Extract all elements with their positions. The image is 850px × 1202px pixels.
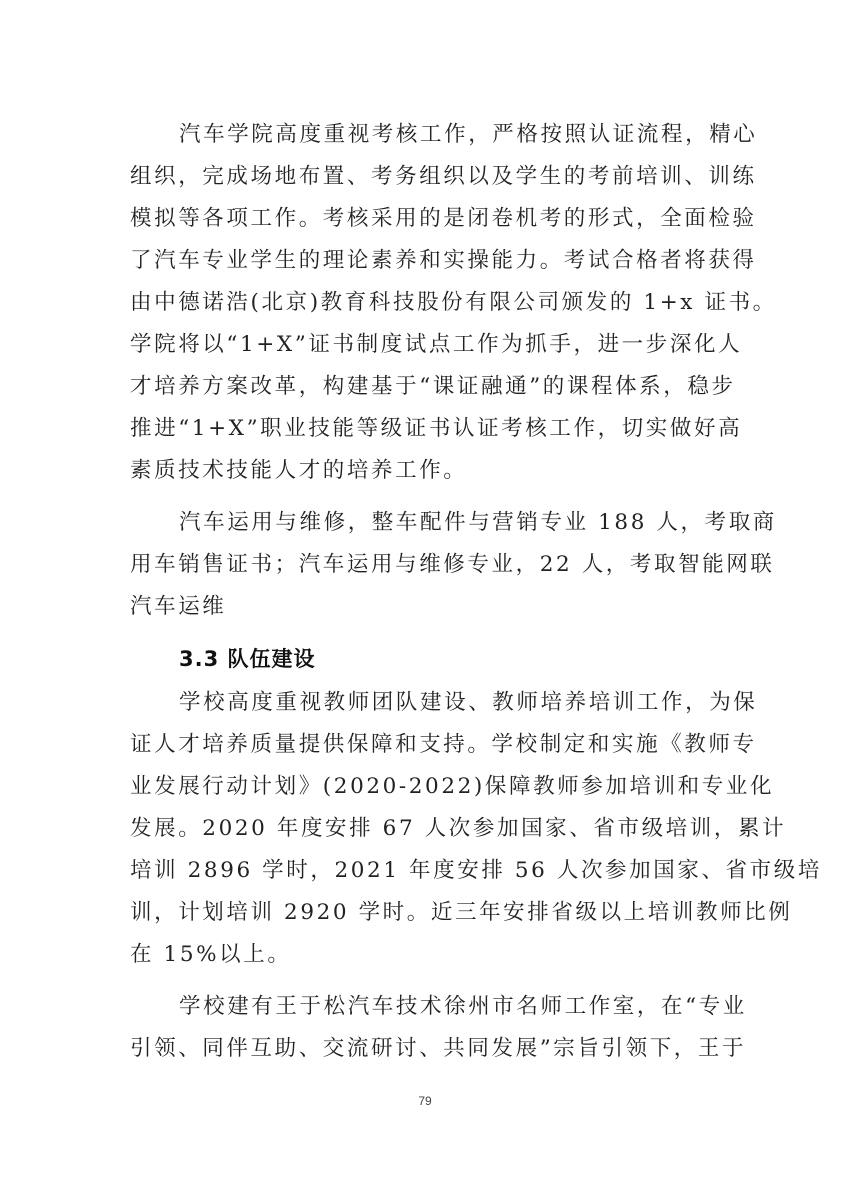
paragraph-line: 业发展行动计划》(2020-2022)保障教师参加培训和专业化 <box>130 774 775 799</box>
paragraph-line: 发展。2020 年度安排 67 人次参加国家、省市级培训，累计 <box>130 816 787 841</box>
paragraph-line: 才培养方案改革，构建基于“课证融通”的课程体系，稳步 <box>130 374 736 399</box>
paragraph-line: 模拟等各项工作。考核采用的是闭卷机考的形式，全面检验 <box>130 206 757 231</box>
paragraph-line: 用车销售证书；汽车运用与维修专业，22 人，考取智能网联 <box>130 552 775 577</box>
paragraph-line: 引领、同伴互助、交流研讨、共同发展”宗旨引领下，王于 <box>130 1036 747 1061</box>
paragraph-line: 学校高度重视教师团队建设、教师培养培训工作，为保 <box>179 690 758 715</box>
paragraph-line: 学院将以“1+X”证书制度试点工作为抓手，进一步深化人 <box>130 332 743 357</box>
paragraph-line: 汽车学院高度重视考核工作，严格按照认证流程，精心 <box>179 122 758 147</box>
paragraph-line: 训，计划培训 2920 学时。近三年安排省级以上培训教师比例 <box>130 900 793 925</box>
paragraph-line: 素质技术技能人才的培养工作。 <box>130 458 468 483</box>
section-heading: 3.3 队伍建设 <box>179 647 316 671</box>
paragraph-line: 推进“1+X”职业技能等级证书认证考核工作，切实做好高 <box>130 416 743 441</box>
paragraph-line: 汽车运维 <box>130 594 227 619</box>
paragraph-line: 培训 2896 学时，2021 年度安排 56 人次参加国家、省市级培 <box>130 858 822 883</box>
paragraph-line: 证人才培养质量提供保障和支持。学校制定和实施《教师专 <box>130 732 757 757</box>
paragraph-line: 汽车运用与维修，整车配件与营销专业 188 人，考取商 <box>179 510 777 535</box>
paragraph-line: 学校建有王于松汽车技术徐州市名师工作室，在“专业 <box>179 994 747 1019</box>
page-number: 79 <box>418 1094 432 1108</box>
paragraph-line: 由中德诺浩(北京)教育科技股份有限公司颁发的 1+x 证书。 <box>130 290 777 315</box>
paragraph-line: 组织，完成场地布置、考务组织以及学生的考前培训、训练 <box>130 164 757 189</box>
paragraph-line: 了汽车专业学生的理论素养和实操能力。考试合格者将获得 <box>130 248 757 273</box>
paragraph-line: 在 15%以上。 <box>130 942 292 967</box>
